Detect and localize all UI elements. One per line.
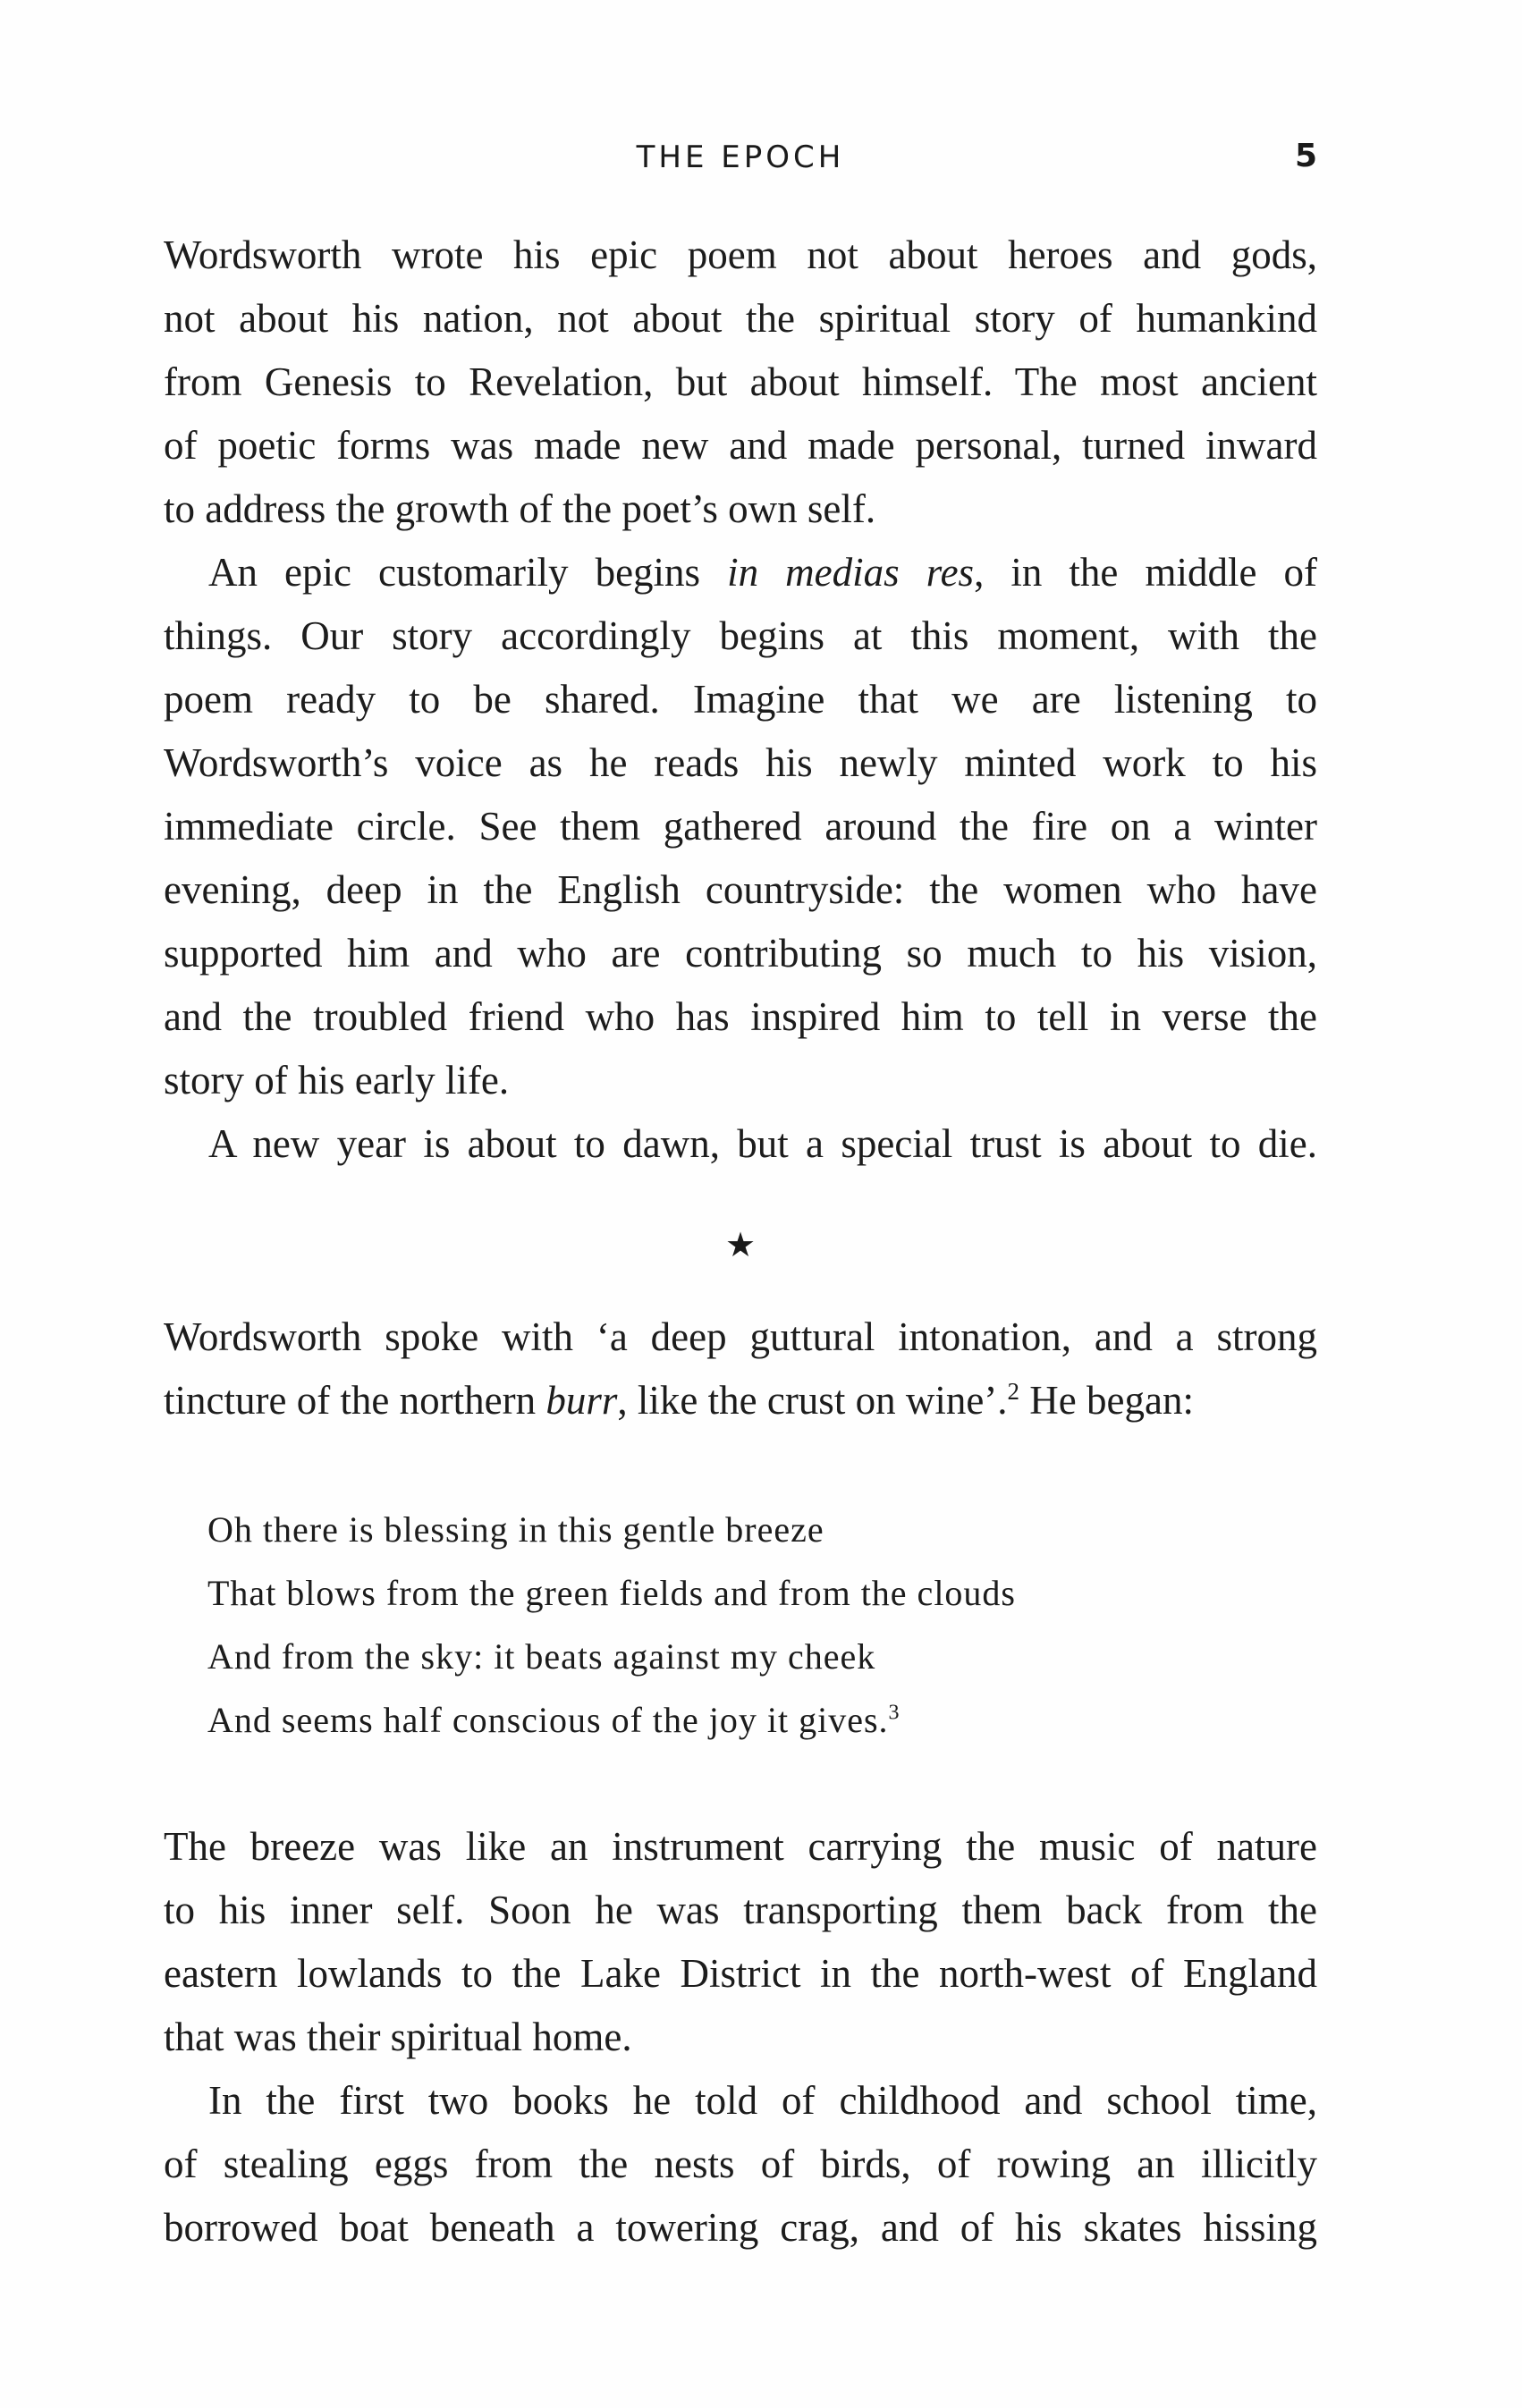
verse-line [207, 1688, 1016, 1752]
text-line: Wordsworth wrote his epic poem not about heroes and gods, [164, 232, 1317, 277]
text-line: of poetic forms was made new and made personal, turned inward [164, 423, 1317, 468]
text-run: tincture of the northern [164, 1378, 546, 1423]
paragraph-2 [164, 541, 1317, 1112]
text-run: , like the crust on wine’. [617, 1378, 1008, 1423]
text-line: that was their spiritual home. [164, 2015, 632, 2059]
section-break-star: ★ [724, 1225, 757, 1264]
text-line: poem ready to be shared. Imagine that we are listening to [164, 677, 1317, 722]
verse-line: And from the sky: it beats against my cheek [207, 1636, 876, 1677]
text-run: An epic customarily begins [208, 550, 728, 595]
text-line: not about his nation, not about the spiritual story of humankind [164, 296, 1317, 341]
text-line: eastern lowlands to the Lake District in the north-west of England [164, 1951, 1317, 1996]
note-reference: 3 [888, 1701, 901, 1725]
text-line: Wordsworth spoke with ‘a deep guttural intonation, and a strong [164, 1314, 1317, 1359]
text-line: from Genesis to Revelation, but about himself. The most ancient [164, 359, 1317, 404]
italic-word: burr [545, 1378, 618, 1423]
text-line: to his inner self. Soon he was transporting them back from the [164, 1888, 1317, 1932]
paragraph-3 [164, 1112, 1317, 1176]
text-run: And seems half conscious of the joy it gives. [207, 1700, 889, 1740]
paragraph-4 [164, 1305, 1317, 1432]
running-head [164, 134, 1317, 179]
paragraph-6 [164, 2069, 1317, 2260]
text-line [164, 1369, 1317, 1432]
paragraph-5 [164, 1815, 1317, 2069]
text-line: supported him and who are contributing so much to his vision, [164, 931, 1317, 976]
page-number: 5 [1294, 138, 1317, 174]
text-line: A new year is about to dawn, but a special trust is about to die. [208, 1121, 1317, 1166]
text-line: Wordsworth’s voice as he reads his newly minted work to his [164, 740, 1317, 785]
running-title: THE EPOCH [636, 139, 845, 175]
text-run: He began: [1019, 1378, 1194, 1423]
text-line: of stealing eggs from the nests of birds, of rowing an illicitly [164, 2142, 1317, 2186]
text-run: , in the middle of [974, 550, 1317, 595]
text-line: immediate circle. See them gathered around the fire on a winter [164, 804, 1317, 849]
text-line: The breeze was like an instrument carrying the music of nature [164, 1824, 1317, 1869]
text-line: and the troubled friend who has inspired him to tell in verse the [164, 994, 1317, 1039]
text-line: In the first two books he told of childhood and school time, [208, 2078, 1317, 2123]
text-line: evening, deep in the English countryside: the women who have [164, 867, 1317, 912]
italic-phrase: in medias res [727, 550, 975, 595]
text-line: borrowed boat beneath a towering crag, and of his skates hissing [164, 2205, 1317, 2250]
verse-quotation [207, 1498, 1016, 1752]
text-line: things. Our story accordingly begins at this moment, with the [164, 613, 1317, 658]
verse-line: That blows from the green fields and from the clouds [207, 1573, 1016, 1613]
note-reference: 2 [1007, 1378, 1020, 1405]
verse-line: Oh there is blessing in this gentle breeze [207, 1509, 824, 1550]
paragraph-1 [164, 224, 1317, 541]
text-line [164, 541, 1317, 604]
text-line: to address the growth of the poet’s own self. [164, 486, 876, 531]
text-line: story of his early life. [164, 1058, 510, 1103]
